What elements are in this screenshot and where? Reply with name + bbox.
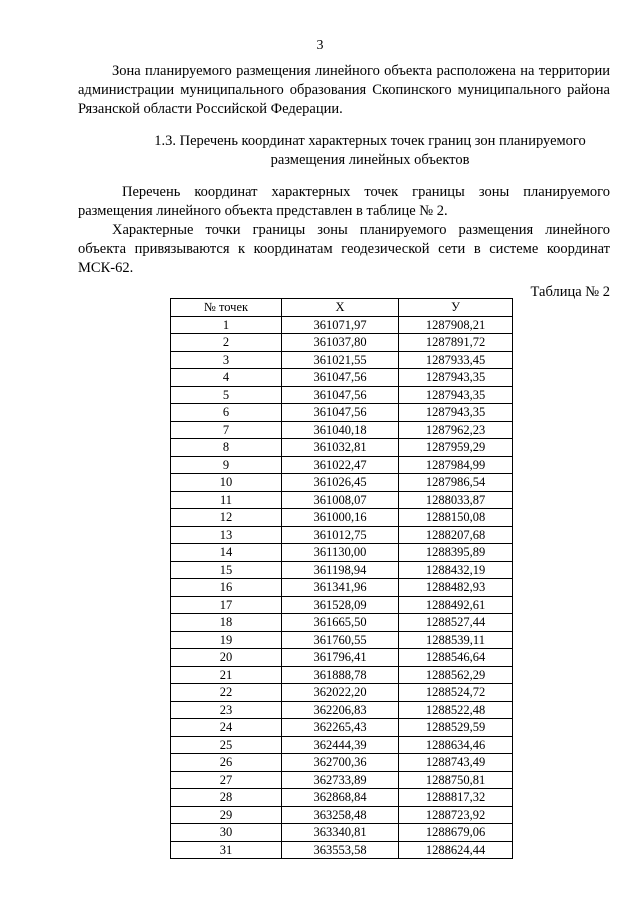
cell-x: 361012,75 (282, 526, 399, 544)
table-row (171, 351, 513, 369)
cell-y: 1288150,08 (399, 509, 513, 527)
cell-y: 1288624,44 (399, 841, 513, 859)
table-row (171, 421, 513, 439)
cell-y: 1288482,93 (399, 579, 513, 597)
section-heading (100, 132, 640, 170)
cell-x: 361026,45 (282, 474, 399, 492)
table-row (171, 701, 513, 719)
cell-x: 362733,89 (282, 771, 399, 789)
cell-point-number: 24 (171, 719, 282, 737)
table-row (171, 719, 513, 737)
cell-y: 1288539,11 (399, 631, 513, 649)
page-number: 3 (316, 38, 324, 53)
cell-y: 1288492,61 (399, 596, 513, 614)
cell-point-number: 27 (171, 771, 282, 789)
cell-x: 362868,84 (282, 789, 399, 807)
cell-x: 361198,94 (282, 561, 399, 579)
table-row (171, 386, 513, 404)
cell-point-number: 20 (171, 649, 282, 667)
cell-point-number: 16 (171, 579, 282, 597)
cell-x: 361760,55 (282, 631, 399, 649)
table-row (171, 614, 513, 632)
cell-point-number: 30 (171, 824, 282, 842)
table-caption: Таблица № 2 (530, 284, 610, 300)
coordinates-table (170, 298, 513, 859)
cell-y: 1287943,35 (399, 404, 513, 422)
table-row (171, 806, 513, 824)
cell-y: 1287984,99 (399, 456, 513, 474)
cell-point-number: 22 (171, 684, 282, 702)
cell-x: 361021,55 (282, 351, 399, 369)
column-header-y: У (399, 299, 513, 317)
cell-y: 1288750,81 (399, 771, 513, 789)
cell-y: 1287959,29 (399, 439, 513, 457)
cell-y: 1288527,44 (399, 614, 513, 632)
table-reference-paragraph: Перечень координат характерных точек границы зоны планируемого размещения линейного объекта представлен в таблице № 2. (78, 184, 610, 219)
cell-y: 1288546,64 (399, 649, 513, 667)
cell-y: 1288723,92 (399, 806, 513, 824)
cell-x: 361008,07 (282, 491, 399, 509)
cell-y: 1288395,89 (399, 544, 513, 562)
cell-x: 361047,56 (282, 369, 399, 387)
table-row (171, 334, 513, 352)
cell-x: 361130,00 (282, 544, 399, 562)
section-heading-line-2: размещения линейных объектов (270, 152, 470, 168)
cell-point-number: 13 (171, 526, 282, 544)
cell-x: 361796,41 (282, 649, 399, 667)
table-row (171, 316, 513, 334)
table-row (171, 526, 513, 544)
column-header-x: X (282, 299, 399, 317)
cell-x: 361341,96 (282, 579, 399, 597)
cell-x: 361888,78 (282, 666, 399, 684)
section-heading-line-1: 1.3. Перечень координат характерных точек границ зон планируемого (154, 133, 586, 149)
table-body (171, 316, 513, 859)
cell-point-number: 1 (171, 316, 282, 334)
table-header-row (171, 299, 513, 317)
table-row (171, 789, 513, 807)
cell-point-number: 4 (171, 369, 282, 387)
cell-x: 361528,09 (282, 596, 399, 614)
cell-point-number: 12 (171, 509, 282, 527)
table-row (171, 544, 513, 562)
cell-point-number: 10 (171, 474, 282, 492)
cell-point-number: 26 (171, 754, 282, 772)
cell-point-number: 9 (171, 456, 282, 474)
cell-y: 1287943,35 (399, 369, 513, 387)
cell-point-number: 17 (171, 596, 282, 614)
cell-y: 1288432,19 (399, 561, 513, 579)
table-row (171, 666, 513, 684)
cell-point-number: 5 (171, 386, 282, 404)
cell-x: 362700,36 (282, 754, 399, 772)
cell-x: 362265,43 (282, 719, 399, 737)
cell-y: 1287943,35 (399, 386, 513, 404)
cell-x: 361037,80 (282, 334, 399, 352)
cell-point-number: 21 (171, 666, 282, 684)
cell-y: 1288522,48 (399, 701, 513, 719)
cell-x: 363553,58 (282, 841, 399, 859)
cell-x: 361665,50 (282, 614, 399, 632)
table-row (171, 474, 513, 492)
cell-point-number: 28 (171, 789, 282, 807)
table-row (171, 684, 513, 702)
cell-point-number: 14 (171, 544, 282, 562)
table-row (171, 491, 513, 509)
cell-x: 363340,81 (282, 824, 399, 842)
cell-x: 363258,48 (282, 806, 399, 824)
cell-y: 1288743,49 (399, 754, 513, 772)
table-row (171, 736, 513, 754)
cell-x: 362206,83 (282, 701, 399, 719)
cell-y: 1288817,32 (399, 789, 513, 807)
table-row (171, 754, 513, 772)
table-row (171, 631, 513, 649)
cell-point-number: 31 (171, 841, 282, 859)
cell-point-number: 18 (171, 614, 282, 632)
cell-x: 361071,97 (282, 316, 399, 334)
table-row (171, 771, 513, 789)
cell-x: 361047,56 (282, 404, 399, 422)
cell-point-number: 7 (171, 421, 282, 439)
cell-x: 362444,39 (282, 736, 399, 754)
coordinate-system-paragraph: Характерные точки границы зоны планируемого размещения линейного объекта привязываются к координатам геодезической сети в системе координат МСК-62. (78, 222, 610, 276)
table-row (171, 456, 513, 474)
cell-y: 1288634,46 (399, 736, 513, 754)
cell-point-number: 8 (171, 439, 282, 457)
cell-point-number: 3 (171, 351, 282, 369)
column-header-point-number: № точек (171, 299, 282, 317)
cell-point-number: 2 (171, 334, 282, 352)
cell-y: 1288524,72 (399, 684, 513, 702)
cell-y: 1287908,21 (399, 316, 513, 334)
cell-point-number: 15 (171, 561, 282, 579)
table-row (171, 404, 513, 422)
cell-x: 361022,47 (282, 456, 399, 474)
cell-y: 1288679,06 (399, 824, 513, 842)
cell-x: 362022,20 (282, 684, 399, 702)
cell-point-number: 6 (171, 404, 282, 422)
table-row (171, 561, 513, 579)
cell-point-number: 11 (171, 491, 282, 509)
cell-point-number: 25 (171, 736, 282, 754)
table-row (171, 841, 513, 859)
cell-x: 361040,18 (282, 421, 399, 439)
table-row (171, 509, 513, 527)
table-row (171, 579, 513, 597)
cell-point-number: 23 (171, 701, 282, 719)
cell-y: 1288033,87 (399, 491, 513, 509)
cell-x: 361000,16 (282, 509, 399, 527)
table-row (171, 369, 513, 387)
table-row (171, 439, 513, 457)
intro-paragraph: Зона планируемого размещения линейного объекта расположена на территории администрации муниципального образования Скопинского муниципального района Рязанской области Российской Федерации. (78, 63, 610, 117)
table-row (171, 596, 513, 614)
table-row (171, 649, 513, 667)
cell-y: 1287962,23 (399, 421, 513, 439)
table-row (171, 824, 513, 842)
cell-y: 1288529,59 (399, 719, 513, 737)
cell-y: 1288562,29 (399, 666, 513, 684)
cell-point-number: 19 (171, 631, 282, 649)
cell-x: 361032,81 (282, 439, 399, 457)
cell-y: 1287891,72 (399, 334, 513, 352)
cell-x: 361047,56 (282, 386, 399, 404)
cell-y: 1287986,54 (399, 474, 513, 492)
cell-y: 1287933,45 (399, 351, 513, 369)
cell-point-number: 29 (171, 806, 282, 824)
cell-y: 1288207,68 (399, 526, 513, 544)
